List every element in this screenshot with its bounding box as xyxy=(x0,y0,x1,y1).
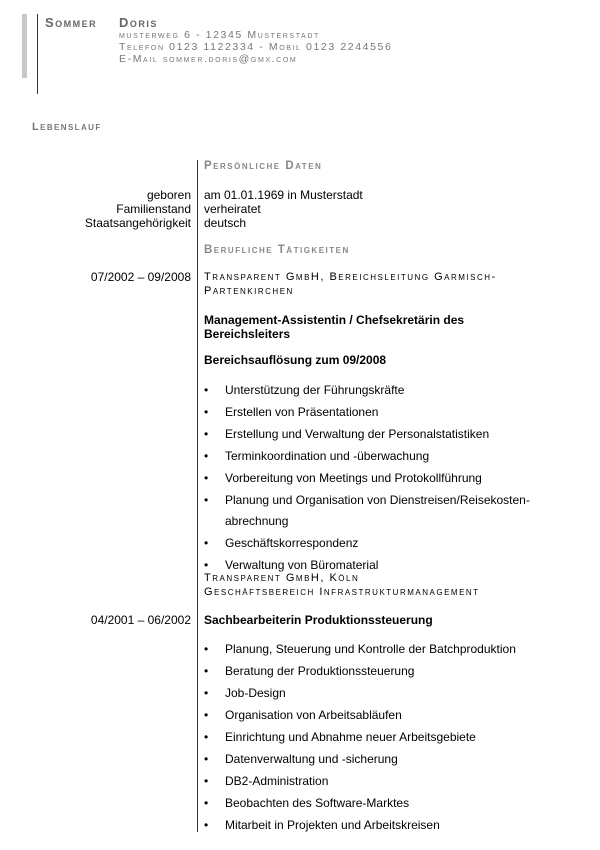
list-item: • Mitarbeit in Projekten und Arbeitskreisen xyxy=(204,818,440,832)
list-item: • Erstellung und Verwaltung der Personalstatistiken xyxy=(204,427,490,441)
label-born: geboren xyxy=(146,188,191,202)
list-item-continuation: abrechnung xyxy=(225,514,289,528)
list-item: • Terminkoordination und -überwachung xyxy=(204,449,430,463)
job-company: Transparent GmbH, Köln xyxy=(204,572,360,584)
list-item: • Erstellen von Präsentationen xyxy=(204,405,379,419)
job-company-line2: Geschäftsbereich Infrastrukturmanagement xyxy=(204,586,480,598)
list-item: • Vorbereitung von Meetings und Protokollführung xyxy=(204,471,482,485)
list-item: • DB2-Administration xyxy=(204,774,329,788)
job-period: 07/2002 – 09/2008 xyxy=(90,270,191,284)
list-item: • Beobachten des Software-Marktes xyxy=(204,796,410,810)
content-divider-line xyxy=(197,160,198,832)
job-note: Bereichsauflösung zum 09/2008 xyxy=(204,353,387,367)
job-position: Sachbearbeiterin Produktionssteuerung xyxy=(204,613,433,627)
header-phone: Telefon 0123 1122334 - Mobil 0123 2244556 xyxy=(119,41,393,53)
job-period: 04/2001 – 06/2002 xyxy=(90,613,191,627)
list-item: • Datenverwaltung und -sicherung xyxy=(204,752,398,766)
header-divider-line xyxy=(37,14,38,94)
section-heading-career: Berufliche Tätigkeiten xyxy=(204,244,350,256)
value-born: am 01.01.1969 in Musterstadt xyxy=(204,188,363,202)
list-item: • Planung und Organisation von Dienstreisen/Reisekosten- xyxy=(204,493,530,507)
list-item: • Unterstützung der Führungskräfte xyxy=(204,383,405,397)
label-nationality: Staatsangehörigkeit xyxy=(84,216,191,230)
header-surname: Sommer xyxy=(45,15,98,30)
header-firstname: Doris xyxy=(119,15,158,30)
list-item: • Job-Design xyxy=(204,686,286,700)
value-marital-status: verheiratet xyxy=(204,202,261,216)
list-item: • Beratung der Produktionssteuerung xyxy=(204,664,415,678)
document-title: Lebenslauf xyxy=(32,121,102,133)
list-item: • Einrichtung und Abnahme neuer Arbeitsgebiete xyxy=(204,730,476,744)
list-item: • Geschäftskorrespondenz xyxy=(204,536,359,550)
list-item: • Verwaltung von Büromaterial xyxy=(204,558,379,572)
header-email: E-Mail sommer.doris@gmx.com xyxy=(119,53,298,65)
value-nationality: deutsch xyxy=(204,216,247,230)
job-company-line2: Partenkirchen xyxy=(204,285,294,297)
section-heading-personal: Persönliche Daten xyxy=(204,160,323,172)
header-address: musterweg 6 - 12345 Musterstadt xyxy=(119,29,320,41)
job-company: Transparent GmbH, Bereichsleitung Garmisch- xyxy=(204,271,497,283)
list-item: • Planung, Steuerung und Kontrolle der Batchproduktion xyxy=(204,642,516,656)
label-marital-status: Familienstand xyxy=(116,202,191,216)
job-position: Management-Assistentin / Chefsekretärin des Bereichsleiters xyxy=(204,313,465,341)
list-item: • Organisation von Arbeitsabläufen xyxy=(204,708,402,722)
header-accent-bar xyxy=(22,14,27,78)
